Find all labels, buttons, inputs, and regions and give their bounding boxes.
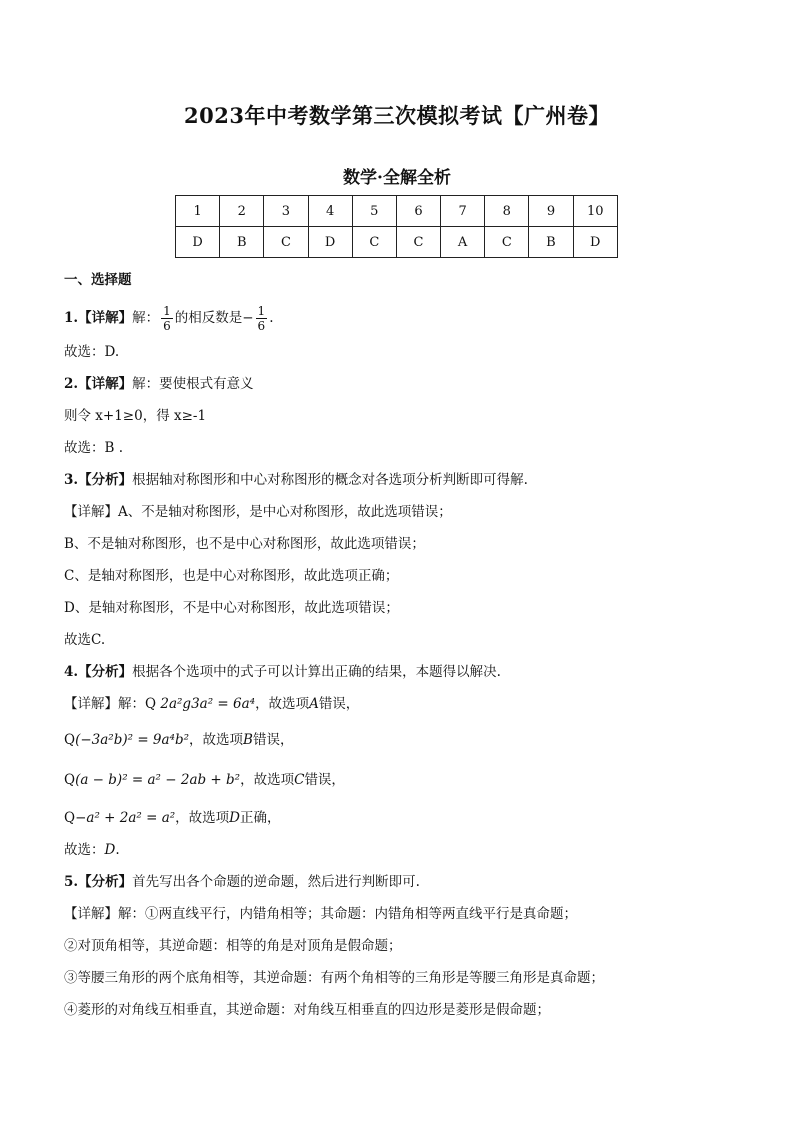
q4-line4 <box>64 808 280 828</box>
table-cell: 8 <box>485 196 529 227</box>
table-cell: 3 <box>264 196 308 227</box>
q4-choice-end: . <box>115 842 120 858</box>
q3-option-b: B、不是轴对称图形，也不是中心对称图形，故此选项错误； <box>64 536 425 552</box>
table-cell: D <box>573 227 617 258</box>
q5-analysis <box>64 872 420 892</box>
q4-l4-post: ，故选项 <box>175 810 230 826</box>
q3-option-a: A、不是轴对称图形，是中心对称图形，故此选项错误； <box>118 504 452 520</box>
q1-choice: 故选：D. <box>64 344 120 360</box>
q1-text-c: . <box>269 310 274 326</box>
q4-l1-post: ，故选项 <box>255 696 310 712</box>
q2-line1 <box>64 374 254 394</box>
q4-choice-opt: D <box>104 842 116 858</box>
q1-label: 1.【详解】 <box>64 310 133 326</box>
q1-frac2-num: 1 <box>257 304 266 318</box>
table-cell: 2 <box>220 196 264 227</box>
q4-l3-opt: C <box>294 772 305 788</box>
table-cell: B <box>220 227 264 258</box>
q5-detail-label: 【详解】 <box>64 906 118 922</box>
q5-line2: ②对顶角相等，其逆命题：相等的角是对顶角是假命题； <box>64 938 402 954</box>
q4-l2-opt: B <box>243 732 253 748</box>
q5-line4: ④菱形的对角线互相垂直，其逆命题：对角线互相垂直的四边形是菱形是假命题； <box>64 1002 550 1018</box>
q4-l3-math: (a − b)² = a² − 2ab + b² <box>75 772 241 788</box>
answer-table <box>175 195 618 258</box>
q4-l1-math: 2a²g3a² = 6a⁴ <box>160 696 256 712</box>
q4-line2 <box>64 730 293 750</box>
q2-line2: 则令 x+1≥0，得 x≥-1 <box>64 408 207 424</box>
table-cell: C <box>352 227 396 258</box>
q2-label: 2.【详解】 <box>64 376 133 392</box>
q4-l1-opt: A <box>309 696 319 712</box>
table-cell: 5 <box>352 196 396 227</box>
q4-l1-pre: 解：Q <box>118 696 157 712</box>
q4-choice <box>64 840 120 860</box>
q4-l2-end: 错误， <box>252 732 294 748</box>
q4-detail-label: 【详解】 <box>64 696 118 712</box>
table-cell: 9 <box>529 196 573 227</box>
q5-l1-text: 解：①两直线平行，内错角相等；其命题：内错角相等两直线平行是真命题； <box>118 906 577 922</box>
table-cell: 7 <box>441 196 485 227</box>
table-cell: C <box>485 227 529 258</box>
table-cell: 6 <box>396 196 440 227</box>
q4-l2-post: ，故选项 <box>189 732 244 748</box>
q3-analysis <box>64 470 528 490</box>
answer-table-answer-row <box>176 227 618 258</box>
q3-detail <box>64 502 452 522</box>
table-cell: B <box>529 227 573 258</box>
q1-text-a: 解： <box>132 310 160 326</box>
q2-choice: 故选：B . <box>64 440 124 456</box>
section-heading: 一、选择题 <box>64 272 132 288</box>
table-cell: D <box>308 227 352 258</box>
q4-l4-pre: Q <box>64 810 76 826</box>
q4-line3 <box>64 770 345 790</box>
q2-text: 解：要使根式有意义 <box>132 376 254 392</box>
q1-frac-den: 6 <box>163 319 171 333</box>
q4-choice-pre: 故选： <box>64 842 105 858</box>
q4-l4-math: −a² + 2a² = a² <box>75 810 176 826</box>
table-cell: 4 <box>308 196 352 227</box>
q4-l4-opt: D <box>229 810 240 826</box>
q4-l4-end: 正确， <box>239 810 281 826</box>
q3-label: 3.【分析】 <box>64 472 133 488</box>
q4-analysis-text: 根据各个选项中的式子可以计算出正确的结果，本题得以解决. <box>132 664 501 680</box>
q1-line <box>64 304 273 333</box>
q5-analysis-text: 首先写出各个命题的逆命题，然后进行判断即可. <box>132 874 420 890</box>
table-cell: 1 <box>176 196 220 227</box>
q3-option-c: C、是轴对称图形，也是中心对称图形，故此选项正确； <box>64 568 399 584</box>
q4-analysis <box>64 662 501 682</box>
q5-label: 5.【分析】 <box>64 874 133 890</box>
answer-table-number-row <box>176 196 618 227</box>
q3-analysis-text: 根据轴对称图形和中心对称图形的概念对各选项分析判断即可得解. <box>132 472 528 488</box>
table-cell: C <box>264 227 308 258</box>
table-cell: 10 <box>573 196 617 227</box>
q4-l3-pre: Q <box>64 772 76 788</box>
q4-l2-pre: Q <box>64 732 76 748</box>
q1-neg: − <box>242 310 254 326</box>
table-cell: C <box>396 227 440 258</box>
q4-l3-end: 错误， <box>304 772 345 788</box>
table-cell: D <box>176 227 220 258</box>
table-cell: A <box>441 227 485 258</box>
q3-detail-label: 【详解】 <box>64 504 118 520</box>
q1-frac-num: 1 <box>163 304 171 318</box>
q1-frac2-den: 6 <box>257 319 266 333</box>
q5-line3: ③等腰三角形的两个底角相等，其逆命题：有两个角相等的三角形是等腰三角形是真命题； <box>64 970 604 986</box>
document-subtitle: 数学·全解全析 <box>343 168 451 188</box>
q4-l2-math: (−3a²b)² = 9a⁴b² <box>75 732 190 748</box>
q4-label: 4.【分析】 <box>64 664 133 680</box>
q5-line1 <box>64 904 577 924</box>
document-title: 2023年中考数学第三次模拟考试【广州卷】 <box>184 103 610 128</box>
q4-l1-end: 错误， <box>318 696 360 712</box>
q1-text-b: 的相反数是 <box>174 310 243 326</box>
q4-line1 <box>64 694 359 714</box>
q1-fraction <box>161 304 173 333</box>
q3-choice: 故选C. <box>64 632 106 648</box>
q1-fraction-2 <box>256 304 268 333</box>
q3-option-d: D、是轴对称图形，不是中心对称图形，故此选项错误； <box>64 600 399 616</box>
q4-l3-post: ，故选项 <box>240 772 295 788</box>
